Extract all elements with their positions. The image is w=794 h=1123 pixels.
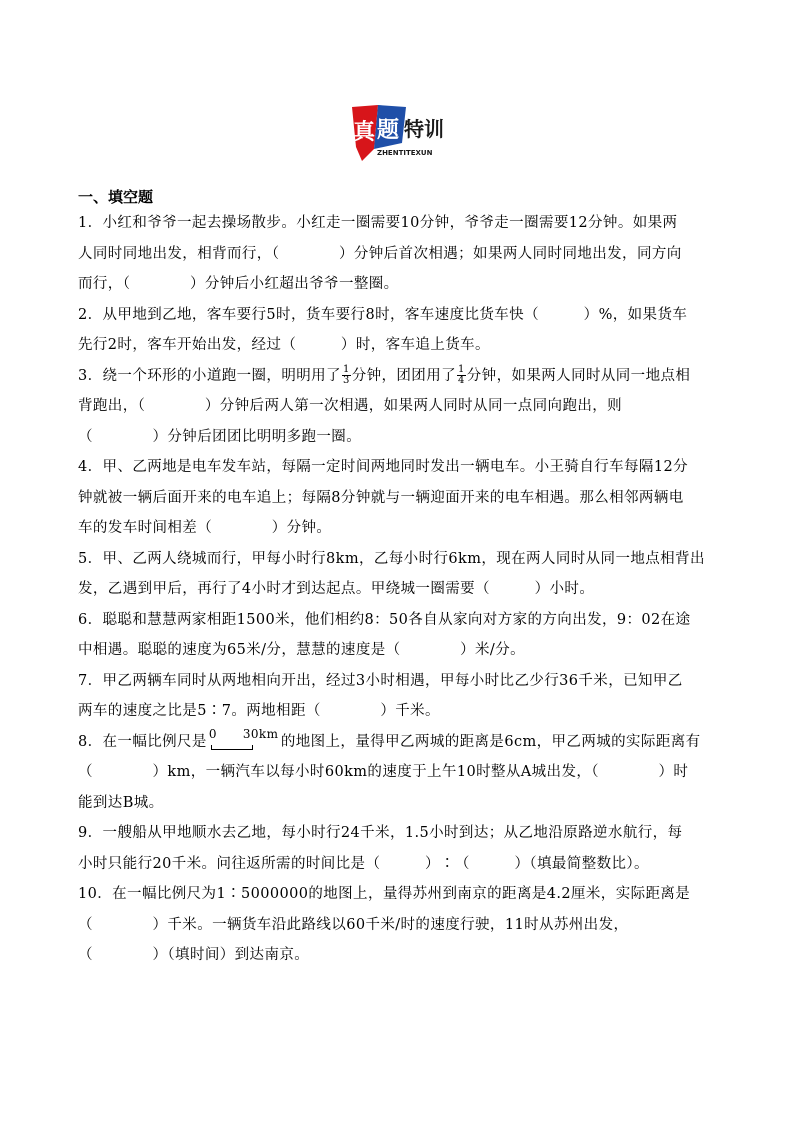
q6-line-1: 6．聪聪和慧慧两家相距1500米，他们相约8：50各自从家向对方家的方向出发，9：02在途 [78, 611, 691, 628]
q8-text-b: 的地图上，量得甲乙两城的距离是6cm，甲乙两城的实际距离有 [280, 733, 701, 750]
q1-line-2: 人同时同地出发，相背而行，（ ）分钟后首次相遇；如果两人同时同地出发，同方向 [78, 245, 682, 262]
scale-bar [207, 726, 281, 754]
q3-line-1 [78, 361, 728, 392]
scale-bar-distance-label: 30km [242, 726, 279, 741]
logo-char-zhen: 真 [353, 120, 376, 145]
q4-line-2: 钟就被一辆后面开来的电车追上；每隔8分钟就与一辆迎面开来的电车相遇。那么相邻两辆电 [78, 489, 684, 506]
logo-chars-texun: 特训 [404, 117, 444, 141]
q4-line-3: 车的发车时间相差（ ）分钟。 [78, 520, 332, 536]
q8-line-2: （ ）km，一辆汽车以每小时60km的速度于上午10时整从A城出发，（ ）时 [78, 764, 689, 780]
zhentitexun-logo [344, 103, 452, 167]
scale-bar-line [211, 745, 253, 750]
q3-text-b: 分钟，团团用了 [351, 367, 457, 384]
q3-text-a: 3．绕一个环形的小道跑一圈，明明用了 [78, 367, 341, 384]
q1-line-3: 而行，（ ）分钟后小红超出爷爷一整圈。 [78, 276, 399, 292]
q7-line-2: 两车的速度之比是5∶7。两地相距（ ）千米。 [78, 703, 440, 719]
q10-line-2: （ ）千米。一辆货车沿此路线以60千米/时的速度行驶，11时从苏州出发， [78, 916, 629, 933]
q7-line-1: 7．甲乙两辆车同时从两地相向开出，经过3小时相遇，甲每小时比乙少行36千米，已知甲乙 [78, 672, 683, 689]
q8-line-3: 能到达B城。 [78, 794, 164, 811]
q8-text-a: 8．在一幅比例尺是 [78, 733, 207, 750]
q1-line-1: 1．小红和爷爷一起去操场散步。小红走一圈需要10分钟，爷爷走一圈需要12分钟。如果两 [78, 215, 678, 231]
scale-bar-zero-label: 0 [208, 726, 217, 741]
fraction-numerator: 1 [342, 364, 350, 375]
q10-line-3: （ ）（填时间）到达南京。 [78, 947, 310, 963]
q10-line-1: 10．在一幅比例尺为1∶5000000的地图上，量得苏州到南京的距离是4.2厘米，实际距离是 [78, 886, 691, 902]
logo-char-ti: 题 [377, 118, 400, 143]
q2-line-1: 2．从甲地到乙地，客车要行5时，货车要行8时，客车速度比货车快（ ）%，如果货车 [78, 306, 688, 323]
q3-text-c: 分钟，如果两人同时从同一地点相 [466, 367, 691, 384]
q9-line-1: 9．一艘船从甲地顺水去乙地，每小时行24千米，1.5小时到达；从乙地沿原路逆水航行，每 [78, 825, 683, 841]
q5-line-2: 发，乙遇到甲后，再行了4小时才到达起点。甲绕城一圈需要（ ）小时。 [78, 581, 595, 597]
fraction-one-third [342, 365, 351, 386]
section-title: 一、填空题 [78, 188, 154, 206]
q6-line-2: 中相遇。聪聪的速度为65米/分，慧慧的速度是（ ）米/分。 [78, 642, 526, 658]
q2-line-2: 先行2时，客车开始出发，经过（ ）时，客车追上货车。 [78, 337, 490, 353]
fraction-denominator: 3 [342, 375, 350, 386]
logo-subtitle: ZHENTITEXUN [377, 149, 433, 157]
fraction-one-quarter [457, 365, 466, 386]
q5-line-1: 5．甲、乙两人绕城而行，甲每小时行8km，乙每小时行6km，现在两人同时从同一地点相背出 [78, 550, 705, 567]
question-list [78, 208, 728, 971]
fraction-denominator: 4 [458, 375, 465, 386]
q3-line-3: （ ）分钟后团团比明明多跑一圈。 [78, 428, 362, 445]
q9-line-2: 小时只能行20千米。问往返所需的时间比是（ ）∶（ ）（填最简整数比）。 [78, 855, 649, 872]
q8-line-1 [78, 727, 728, 758]
q3-line-2: 背跑出，（ ）分钟后两人第一次相遇，如果两人同时从同一点同向跑出，则 [78, 398, 623, 414]
fraction-numerator: 1 [458, 364, 465, 375]
q4-line-1: 4．甲、乙两地是电车发车站，每隔一定时间两地同时发出一辆电车。小王骑自行车每隔12分 [78, 459, 688, 475]
